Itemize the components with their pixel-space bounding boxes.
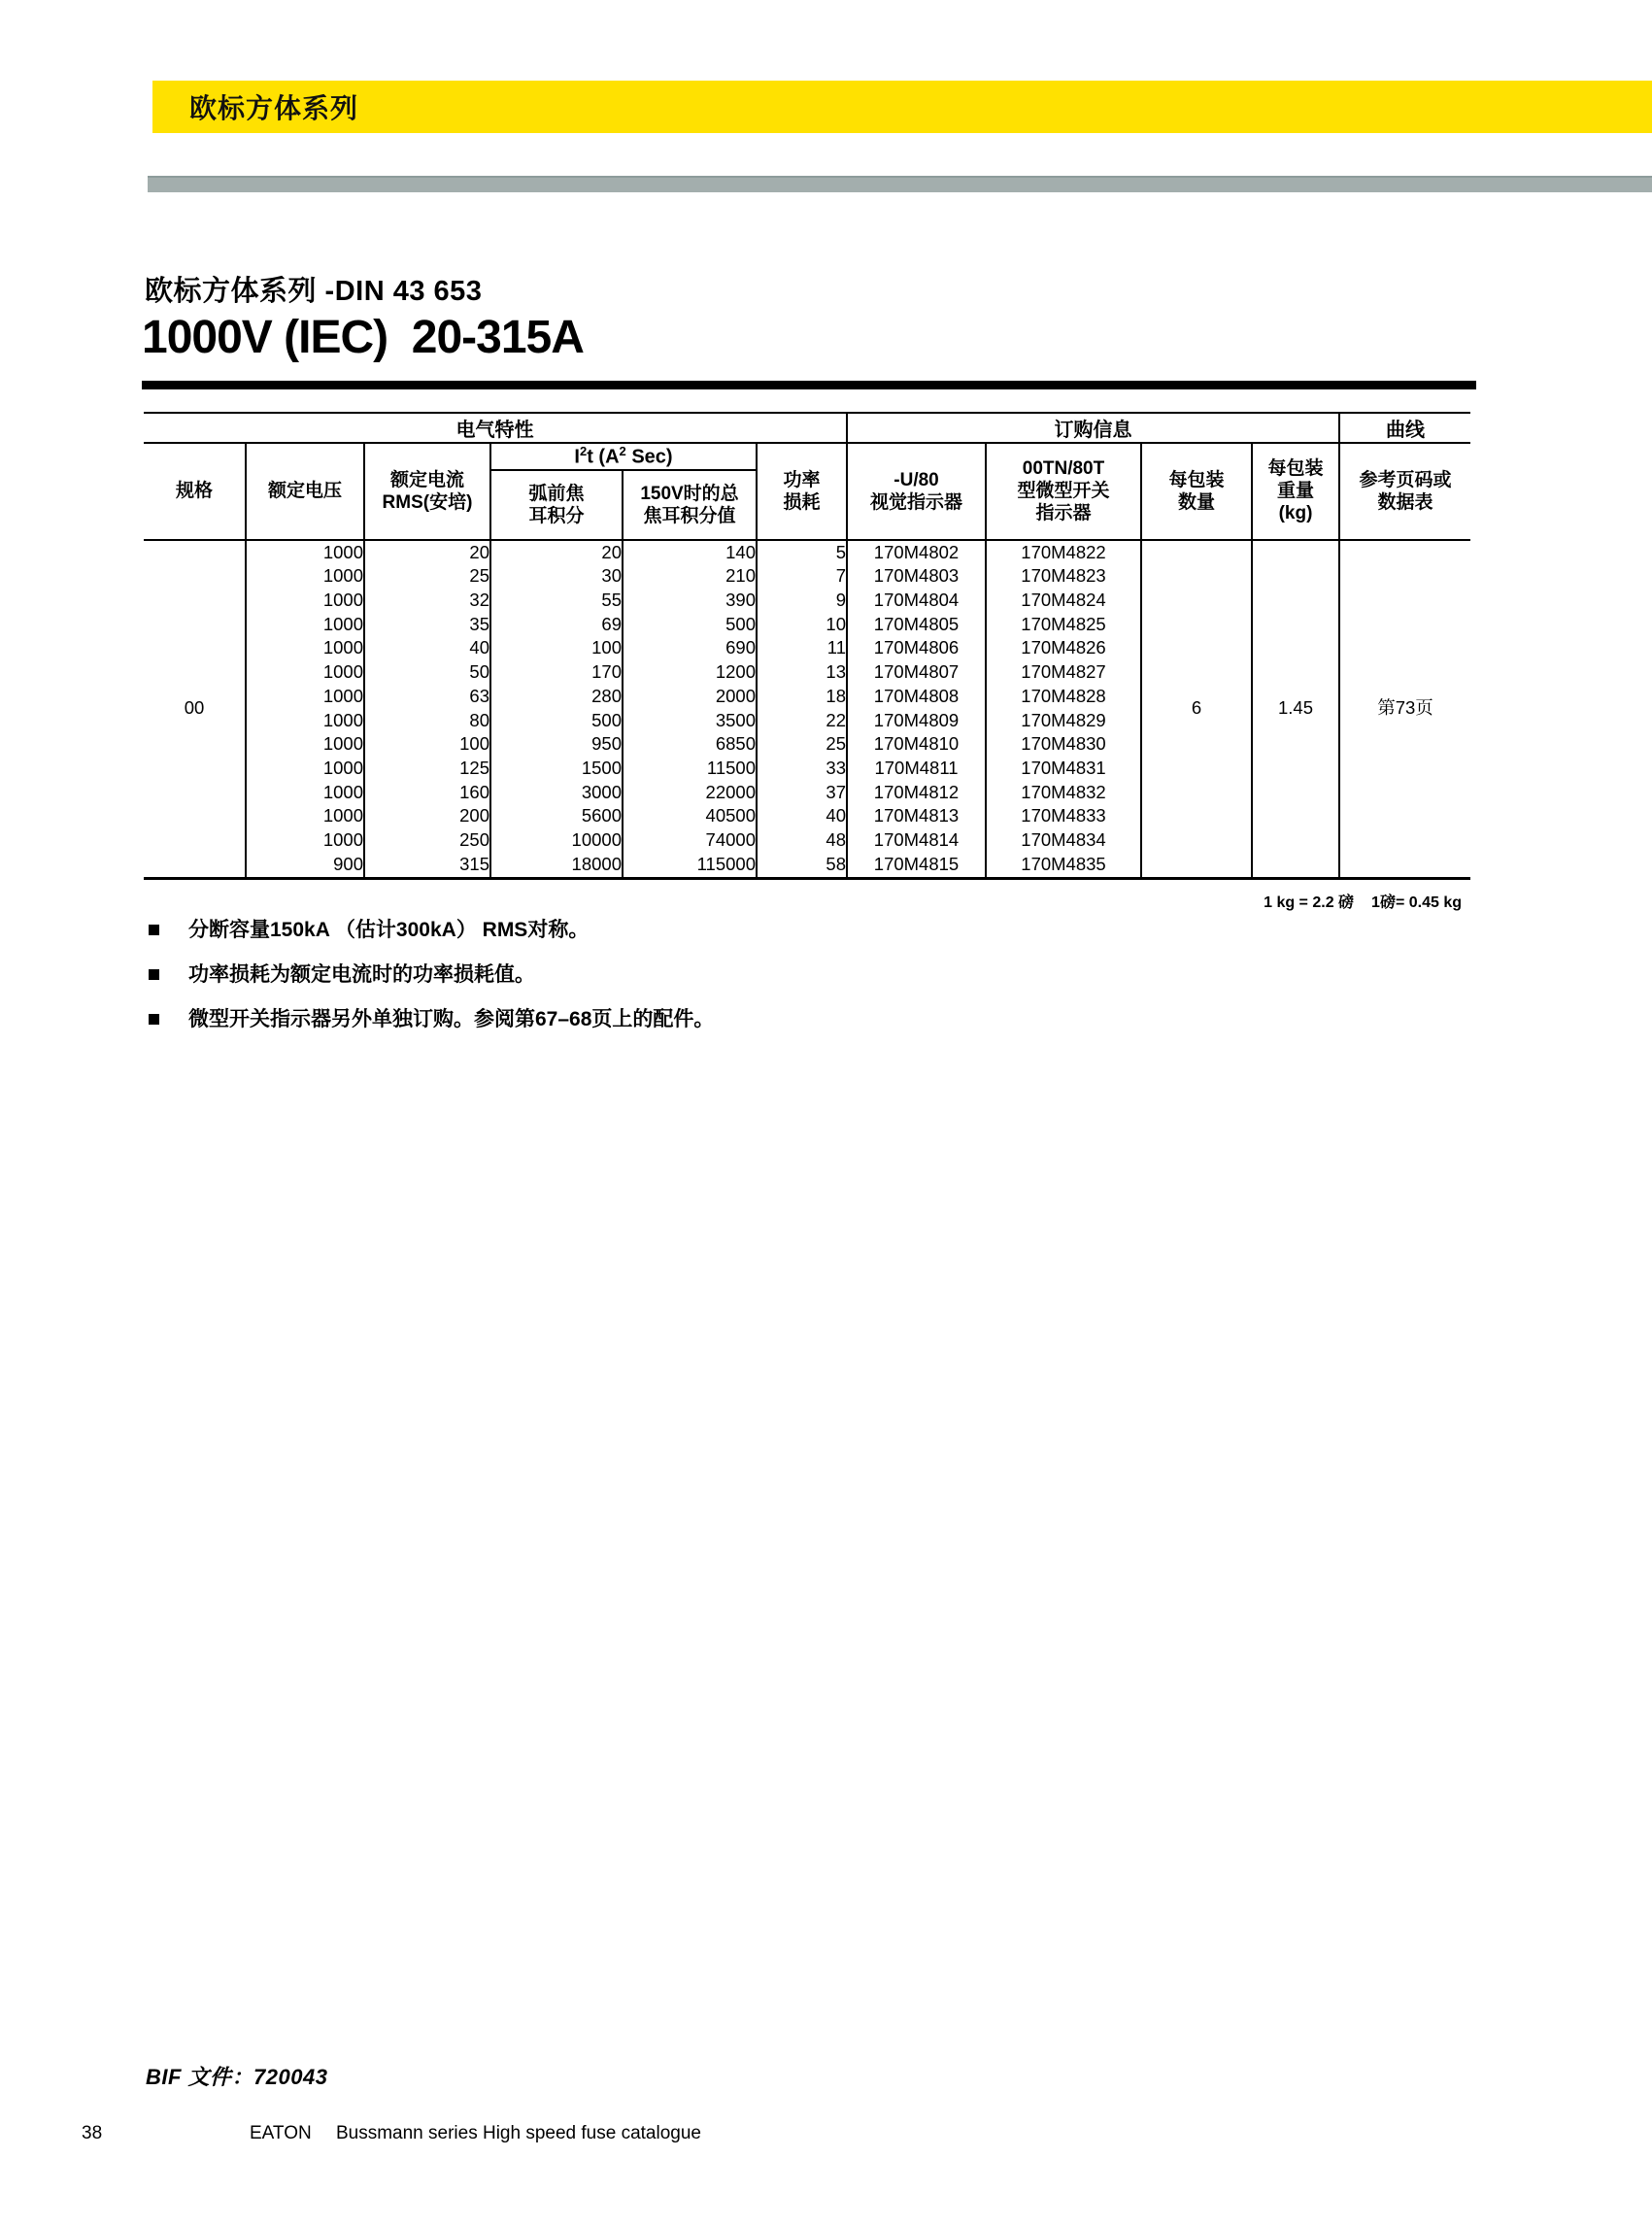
power-loss-cell: 48 [757, 828, 847, 853]
note-item [149, 1006, 714, 1032]
power-loss-cell: 37 [757, 781, 847, 805]
catalog-number-switch-cell: 170M4824 [986, 589, 1141, 613]
spec-table-body [144, 540, 1470, 878]
footer-catalogue-line [250, 2123, 701, 2144]
col-header-qty-per-pack: 每包装 数量 [1141, 443, 1252, 540]
total-i2t-cell: 390 [623, 589, 757, 613]
prearc-i2t-cell: 10000 [490, 828, 623, 853]
voltage-cell: 900 [246, 853, 364, 878]
square-bullet-icon [149, 969, 159, 980]
catalog-number-u80-cell: 170M4805 [847, 613, 986, 637]
current-cell: 35 [364, 613, 490, 637]
catalog-number-u80-cell: 170M4806 [847, 636, 986, 660]
spec-size-cell: 00 [184, 697, 205, 719]
series-subtitle: 欧标方体系列 -DIN 43 653 [145, 276, 483, 307]
power-loss-cell: 10 [757, 613, 847, 637]
power-loss-cell: 7 [757, 564, 847, 589]
voltage-cell: 1000 [246, 540, 364, 565]
total-i2t-cell: 2000 [623, 685, 757, 709]
power-loss-cell: 40 [757, 804, 847, 828]
catalog-number-u80-cell: 170M4809 [847, 709, 986, 733]
total-i2t-cell: 1200 [623, 660, 757, 685]
current-cell: 25 [364, 564, 490, 589]
catalog-number-switch-cell: 170M4826 [986, 636, 1141, 660]
current-cell: 80 [364, 709, 490, 733]
col-header-u80-indicator: -U/80 视觉指示器 [847, 443, 986, 540]
unit-conversion-note [971, 890, 1462, 912]
catalog-number-u80-cell: 170M4808 [847, 685, 986, 709]
catalog-number-switch-cell: 170M4828 [986, 685, 1141, 709]
prearc-i2t-cell: 1500 [490, 757, 623, 781]
voltage-cell: 1000 [246, 660, 364, 685]
prearc-i2t-cell: 55 [490, 589, 623, 613]
spec-table [144, 412, 1470, 880]
brand-text: EATON [250, 2123, 312, 2143]
prearc-i2t-cell: 280 [490, 685, 623, 709]
ref-page-cell: 第73页 [1339, 540, 1470, 878]
power-loss-cell: 13 [757, 660, 847, 685]
series-banner [152, 81, 1652, 133]
catalog-number-switch-cell: 170M4827 [986, 660, 1141, 685]
current-cell: 250 [364, 828, 490, 853]
voltage-cell: 1000 [246, 589, 364, 613]
prearc-i2t-cell: 30 [490, 564, 623, 589]
total-i2t-cell: 6850 [623, 732, 757, 757]
current-cell: 125 [364, 757, 490, 781]
current-cell: 50 [364, 660, 490, 685]
current-cell: 32 [364, 589, 490, 613]
voltage-cell: 1000 [246, 804, 364, 828]
prearc-i2t-cell: 20 [490, 540, 623, 565]
voltage-cell: 1000 [246, 613, 364, 637]
power-loss-cell: 18 [757, 685, 847, 709]
group-header-ordering: 订购信息 [847, 413, 1339, 443]
col-header-spec: 规格 [144, 443, 246, 540]
bif-file-note: BIF 文件：720043 [146, 2065, 328, 2089]
power-loss-cell: 25 [757, 732, 847, 757]
voltage-cell: 1000 [246, 685, 364, 709]
total-i2t-cell: 3500 [623, 709, 757, 733]
catalog-number-u80-cell: 170M4811 [847, 757, 986, 781]
col-header-power-loss: 功率 损耗 [757, 443, 847, 540]
square-bullet-icon [149, 925, 159, 935]
catalog-number-switch-cell: 170M4834 [986, 828, 1141, 853]
catalog-number-switch-cell: 170M4831 [986, 757, 1141, 781]
catalog-number-u80-cell: 170M4804 [847, 589, 986, 613]
col-header-i2t-group: $I^2t$ ($A^2$ Sec) [490, 443, 757, 470]
total-i2t-cell: 690 [623, 636, 757, 660]
total-i2t-cell: 11500 [623, 757, 757, 781]
current-cell: 200 [364, 804, 490, 828]
square-bullet-icon [149, 1014, 159, 1025]
power-loss-cell: 22 [757, 709, 847, 733]
catalog-number-u80-cell: 170M4807 [847, 660, 986, 685]
voltage-cell: 1000 [246, 636, 364, 660]
current-cell: 100 [364, 732, 490, 757]
prearc-i2t-cell: 170 [490, 660, 623, 685]
catalog-number-switch-cell: 170M4829 [986, 709, 1141, 733]
prearc-i2t-cell: 69 [490, 613, 623, 637]
current-cell: 63 [364, 685, 490, 709]
catalog-number-switch-cell: 170M4823 [986, 564, 1141, 589]
voltage-cell: 1000 [246, 709, 364, 733]
note-text: 分断容量150kA （估计300kA） RMS对称。 [188, 919, 590, 941]
catalog-number-switch-cell: 170M4822 [986, 540, 1141, 565]
current-cell: 40 [364, 636, 490, 660]
catalog-number-u80-cell: 170M4815 [847, 853, 986, 878]
prearc-i2t-cell: 500 [490, 709, 623, 733]
current-cell: 315 [364, 853, 490, 878]
current-cell: 20 [364, 540, 490, 565]
col-header-prearc-i2t: 弧前焦 耳积分 [490, 470, 623, 540]
catalog-number-u80-cell: 170M4813 [847, 804, 986, 828]
catalog-number-u80-cell: 170M4812 [847, 781, 986, 805]
total-i2t-cell: 140 [623, 540, 757, 565]
catalog-number-u80-cell: 170M4810 [847, 732, 986, 757]
power-loss-cell: 9 [757, 589, 847, 613]
group-header-curve: 曲线 [1339, 413, 1470, 443]
catalog-number-switch-cell: 170M4825 [986, 613, 1141, 637]
unit-note-kg: 1 kg = 2.2 磅 [1264, 894, 1355, 911]
catalog-number-switch-cell: 170M4832 [986, 781, 1141, 805]
prearc-i2t-cell: 950 [490, 732, 623, 757]
qty-per-pack-cell: 6 [1141, 540, 1252, 878]
table-subheader-row-1 [144, 443, 1470, 470]
table-group-header-row [144, 413, 1470, 443]
col-header-voltage: 额定电压 [246, 443, 364, 540]
power-loss-cell: 5 [757, 540, 847, 565]
total-i2t-cell: 74000 [623, 828, 757, 853]
title-rule [142, 381, 1476, 389]
voltage-cell: 1000 [246, 564, 364, 589]
prearc-i2t-cell: 18000 [490, 853, 623, 878]
voltage-cell: 1000 [246, 781, 364, 805]
power-loss-cell: 33 [757, 757, 847, 781]
notes-list [149, 917, 714, 1051]
power-loss-cell: 11 [757, 636, 847, 660]
total-i2t-cell: 115000 [623, 853, 757, 878]
total-i2t-cell: 210 [623, 564, 757, 589]
voltage-cell: 1000 [246, 757, 364, 781]
page-title: 1000V (IEC) 20-315A [142, 312, 584, 363]
col-header-current: 额定电流 RMS(安培) [364, 443, 490, 540]
col-header-total-i2t-150v: 150V时的总 焦耳积分值 [623, 470, 757, 540]
total-i2t-cell: 40500 [623, 804, 757, 828]
voltage-cell: 1000 [246, 828, 364, 853]
divider-bar [148, 176, 1652, 192]
catalog-number-switch-cell: 170M4835 [986, 853, 1141, 878]
power-loss-cell: 58 [757, 853, 847, 878]
page-number: 38 [82, 2123, 103, 2143]
catalog-number-switch-cell: 170M4833 [986, 804, 1141, 828]
note-item [149, 961, 714, 988]
col-header-ref-page: 参考页码或 数据表 [1339, 443, 1470, 540]
note-text: 微型开关指示器另外单独订购。参阅第67–68页上的配件。 [188, 1008, 715, 1030]
table-row [144, 540, 1470, 565]
weight-per-pack-cell: 1.45 [1252, 540, 1339, 878]
group-header-electrical: 电气特性 [144, 413, 847, 443]
voltage-cell: 1000 [246, 732, 364, 757]
unit-note-lb: 1磅= 0.45 kg [1371, 894, 1462, 911]
col-header-microswitch-indicator: 00TN/80T 型微型开关 指示器 [986, 443, 1141, 540]
catalog-number-u80-cell: 170M4814 [847, 828, 986, 853]
catalog-number-u80-cell: 170M4802 [847, 540, 986, 565]
note-item [149, 917, 714, 943]
series-banner-label: 欧标方体系列 [189, 93, 359, 123]
catalogue-title: Bussmann series High speed fuse catalogue [335, 2123, 701, 2143]
catalog-number-switch-cell: 170M4830 [986, 732, 1141, 757]
note-text: 功率损耗为额定电流时的功率损耗值。 [188, 963, 535, 986]
total-i2t-cell: 22000 [623, 781, 757, 805]
current-cell: 160 [364, 781, 490, 805]
total-i2t-cell: 500 [623, 613, 757, 637]
col-header-weight-per-pack: 每包装 重量 (kg) [1252, 443, 1339, 540]
prearc-i2t-cell: 5600 [490, 804, 623, 828]
catalog-number-u80-cell: 170M4803 [847, 564, 986, 589]
prearc-i2t-cell: 100 [490, 636, 623, 660]
prearc-i2t-cell: 3000 [490, 781, 623, 805]
